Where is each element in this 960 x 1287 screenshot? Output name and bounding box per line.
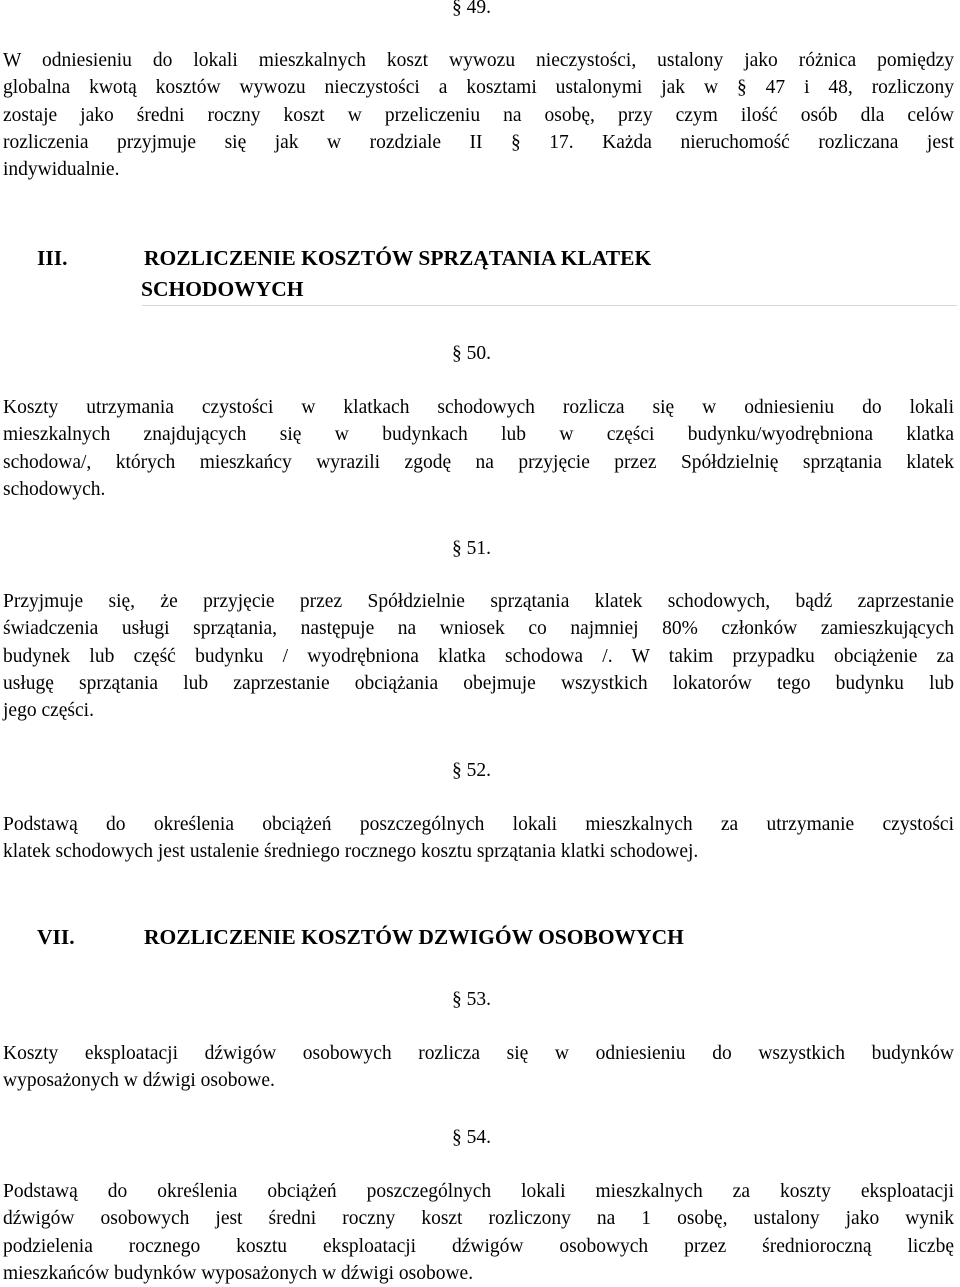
text-line: klatek schodowych jest ustalenie średniego rocznego kosztu sprzątania klatki schodowej. — [3, 841, 699, 863]
text-line: Przyjmuje się, że przyjęcie przez Spółdzielnie sprzątania klatek schodowych, bądź zaprzestanie — [3, 591, 954, 612]
text-line: budynek lub część budynku / wyodrębniona klatka schodowa /. W takim przypadku obciążenie za — [3, 645, 954, 667]
paragraph-51 — [3, 588, 954, 724]
paragraph-49 — [3, 47, 954, 183]
chapter-title-7: ROZLICZENIE KOSZTÓW DZWIGÓW OSOBOWYCH — [144, 925, 684, 949]
heading-rule — [142, 305, 957, 306]
text-line: Podstawą do określenia obciążeń poszczególnych lokali mieszkalnych za utrzymanie czystości — [3, 814, 954, 835]
text-line: indywidualnie. — [3, 159, 120, 181]
chapter-title-3-continued: SCHODOWYCH — [141, 277, 304, 301]
text-line: Koszty utrzymania czystości w klatkach schodowych rozlicza się w odniesieniu do lokali — [3, 397, 954, 418]
chapter-number-3: III. — [37, 246, 68, 270]
section-number-50: § 50. — [452, 343, 491, 364]
section-number-53: § 53. — [452, 989, 491, 1010]
text-line: świadczenia usługi sprzątania, następuje na wniosek co najmniej 80% członków zamieszkujących — [3, 618, 954, 640]
text-line: wyposażonych w dźwigi osobowe. — [3, 1070, 275, 1092]
text-line: globalna kwotą kosztów wywozu nieczystości a kosztami ustalonymi jak w § 47 i 48, rozliczony — [3, 77, 954, 99]
text-line: jego części. — [3, 700, 94, 722]
text-line: zostaje jako średni roczny koszt w przeliczeniu na osobę, przy czym ilość osób dla celów — [3, 104, 954, 126]
text-line: Koszty eksploatacji dźwigów osobowych rozlicza się w odniesieniu do wszystkich budynków — [3, 1043, 954, 1064]
section-number-51: § 51. — [452, 538, 491, 559]
paragraph-50 — [3, 394, 954, 503]
chapter-number-7: VII. — [37, 925, 75, 949]
text-line: schodowych. — [3, 478, 106, 500]
text-line: podzielenia rocznego kosztu eksploatacji dźwigów osobowych przez średnioroczną liczbę — [3, 1235, 954, 1257]
text-line: Podstawą do określenia obciążeń poszczególnych lokali mieszkalnych za koszty eksploatacji — [3, 1181, 954, 1202]
section-number-52: § 52. — [452, 760, 491, 781]
text-line: usługę sprzątania lub zaprzestanie obciążania obejmuje wszystkich lokatorów tego budynku lub — [3, 672, 954, 694]
paragraph-53 — [3, 1040, 954, 1095]
text-line: mieszkalnych znajdujących się w budynkach lub w części budynku/wyodrębniona klatka — [3, 424, 954, 446]
section-number-49: § 49. — [452, 0, 491, 18]
text-line: dźwigów osobowych jest średni roczny koszt rozliczony na 1 osobę, ustalony jako wynik — [3, 1208, 954, 1230]
chapter-title-3: ROZLICZENIE KOSZTÓW SPRZĄTANIA KLATEK — [144, 246, 652, 270]
paragraph-54 — [3, 1178, 954, 1287]
text-line: mieszkańców budynków wyposażonych w dźwigi osobowe. — [3, 1262, 474, 1284]
text-line: schodowa/, których mieszkańcy wyrazili zgodę na przyjęcie przez Spółdzielnię sprzątania klatek — [3, 451, 954, 473]
text-line: rozliczenia przyjmuje się jak w rozdziale II § 17. Każda nieruchomość rozliczana jest — [3, 131, 954, 153]
section-number-54: § 54. — [452, 1127, 491, 1148]
paragraph-52 — [3, 811, 954, 866]
text-line: W odniesieniu do lokali mieszkalnych koszt wywozu nieczystości, ustalony jako różnica pomiędzy — [3, 50, 954, 71]
